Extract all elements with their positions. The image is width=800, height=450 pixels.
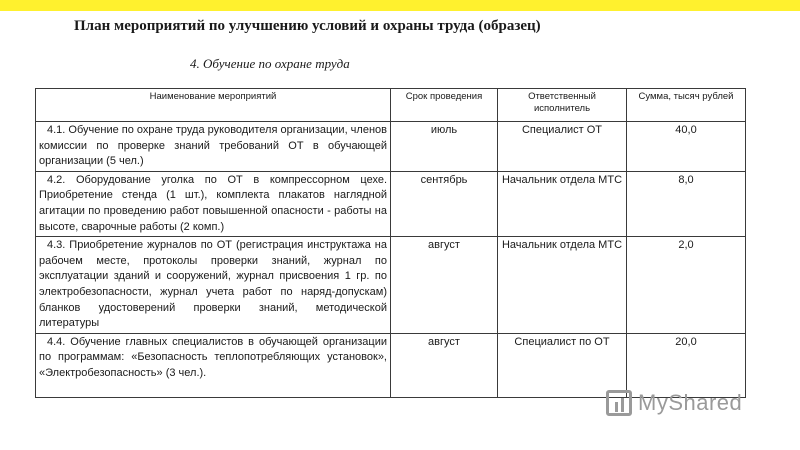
term-cell: сентябрь [391, 171, 498, 236]
activity-cell: 4.4. Обучение главных специалистов в обучающей организации по программам: «Безопасность теплопотребляющих установок», «Электробезопасность» (3 чел.). [36, 333, 391, 397]
table-header-row [36, 89, 746, 122]
header-amount: Сумма, тысяч рублей [627, 89, 746, 122]
myshared-logo-icon [606, 390, 632, 416]
amount-cell: 8,0 [627, 171, 746, 236]
term-cell: июль [391, 122, 498, 172]
responsible-cell: Специалист по ОТ [498, 333, 627, 397]
table-row [36, 237, 746, 334]
header-term: Срок проведения [391, 89, 498, 122]
responsible-cell: Специалист ОТ [498, 122, 627, 172]
watermark-logo [606, 388, 742, 418]
section-title: 4. Обучение по охране труда [190, 56, 350, 71]
header-responsible: Ответственный исполнитель [498, 89, 627, 122]
top-accent-bar [0, 0, 800, 11]
watermark-text: MyShared [638, 390, 743, 415]
page-title: План мероприятий по улучшению условий и охраны труда (образец) [74, 18, 541, 34]
amount-cell: 2,0 [627, 237, 746, 334]
amount-cell: 40,0 [627, 122, 746, 172]
term-cell: август [391, 237, 498, 334]
term-cell: август [391, 333, 498, 397]
amount-cell: 20,0 [627, 333, 746, 397]
responsible-cell: Начальник отдела МТС [498, 171, 627, 236]
activity-cell: 4.1. Обучение по охране труда руководителя организации, членов комиссии по проверке знаний требований ОТ в обучающей организации (5 чел.) [36, 122, 391, 172]
header-activity: Наименование мероприятий [36, 89, 391, 122]
activity-cell: 4.2. Оборудование уголка по ОТ в компрессорном цехе. Приобретение стенда (1 шт.), комплекта плакатов наглядной агитации по проведению работ повышенной опасности - работы на высоте, сварочные работы (2 комп.) [36, 171, 391, 236]
responsible-cell: Начальник отдела МТС [498, 237, 627, 334]
table-row [36, 122, 746, 172]
table-row [36, 171, 746, 236]
activity-cell: 4.3. Приобретение журналов по ОТ (регистрация инструктажа на рабочем месте, протоколы проверки знаний, журнал по эксплуатации зданий и сооружений, журнал присвоения 1 гр. по электробезопасности, журнал учета работ по наряд-допускам) бланков удостоверений проверки знаний, методической литературы [36, 237, 391, 334]
measures-table [35, 88, 746, 398]
